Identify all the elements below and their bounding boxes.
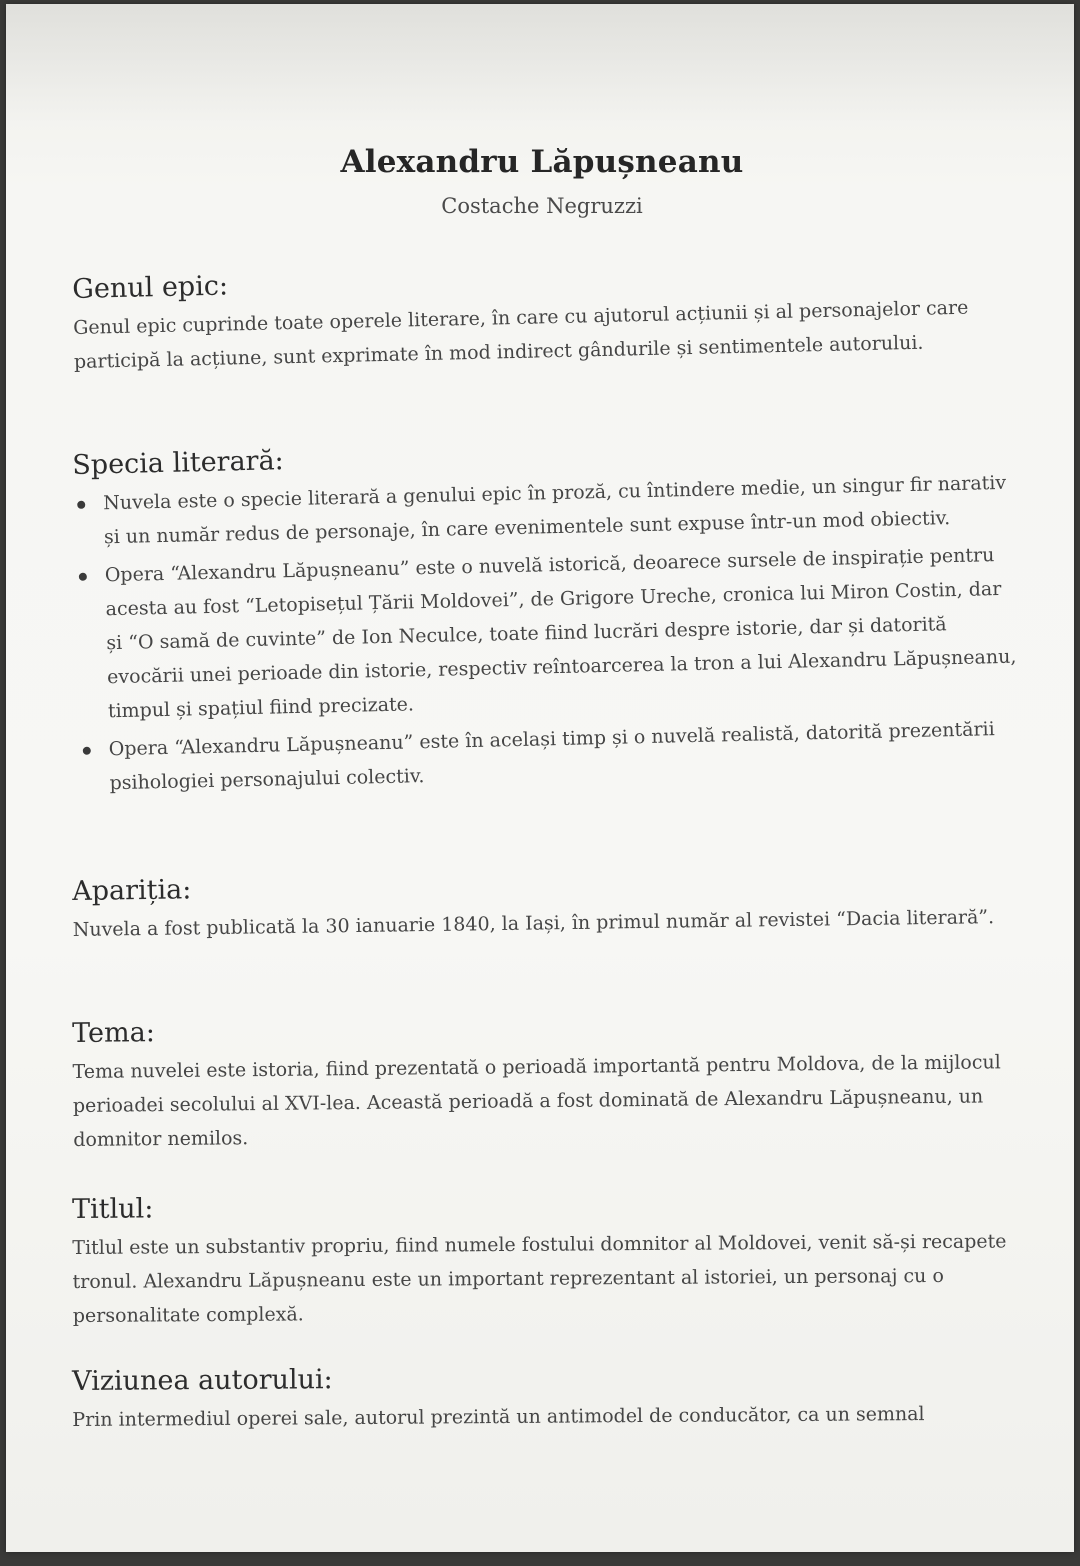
bullet-list — [73, 466, 1020, 801]
bullet-icon — [77, 501, 85, 509]
list-item-text: Opera “Alexandru Lăpușneanu” este o nuvelă istorică, deoarece sursele de inspirație pentru acesta au fost “Letopisețul Țării Moldovei”, de Grigore Ureche, cronica lui Miron Costin, dar și “O samă de cuvinte” de Ion Neculce, toate fiind lucrări despre istorie, dar și datorită evocării unei perioade din istorie, respectiv reîntoarcerea la tron a lui Alexandru Lăpușneanu, timpul și spațiul fiind precizate. — [104, 544, 1017, 723]
section-heading: Tema: — [72, 1017, 156, 1049]
section-text: Prin intermediul operei sale, autorul prezintă un antimodel de conducător, ca un semnal — [72, 1403, 925, 1431]
section-heading: Apariția: — [72, 874, 192, 907]
section-aparitia — [72, 863, 1013, 947]
section-titlul — [72, 1187, 1013, 1333]
document-title: Alexandru Lăpușneanu — [340, 144, 744, 180]
bullet-icon — [83, 747, 91, 755]
document-author: Costache Negruzzi — [441, 194, 643, 218]
list-item-text: Opera “Alexandru Lăpușneanu” este în același timp și o nuvelă realistă, datorită prezentării psihologiei personajului colectiv. — [108, 718, 995, 795]
list-item-text: Nuvela este o specie literară a genului epic în proză, cu întindere medie, un singur fir narativ și un număr redus de personaje, în care evenimentele sunt expuse într-un mod obiectiv. — [102, 471, 1007, 549]
paper-sheet — [6, 4, 1074, 1552]
section-text: Nuvela a fost publicată la 30 ianuarie 1840, la Iași, în primul număr al revistei “Dacia literară”. — [72, 906, 995, 941]
section-text: Tema nuvelei este istoria, fiind prezentată o perioadă importantă pentru Moldova, de la mijlocul perioadei secolului al XVI-lea. Această perioadă a fost dominată de Alexandru Lăpușneanu, un domnitor nemilos. — [72, 1051, 1001, 1151]
bullet-icon — [79, 573, 87, 581]
section-text: Titlul este un substantiv propriu, fiind numele fostului domnitor al Moldovei, venit să-și recapete tronul. Alexandru Lăpușneanu este un important reprezentant al istoriei, un personaj cu o personalitate complexă. — [72, 1230, 1007, 1327]
list-item — [74, 538, 1018, 729]
section-viziunea-autorului — [72, 1359, 1012, 1437]
page-shadow — [6, 4, 1074, 124]
section-heading: Specia literară: — [72, 445, 285, 481]
section-text: Genul epic cuprinde toate operele literare, în care cu ajutorul acțiunii și al personajelor care participă la acțiune, sunt exprimate în mod indirect gândurile și sentimentele autorului. — [72, 296, 969, 373]
section-heading: Titlul: — [72, 1193, 154, 1225]
section-heading: Genul epic: — [72, 270, 229, 305]
section-specia-literara — [72, 429, 1020, 805]
section-tema — [72, 1008, 1013, 1157]
section-genul-epic — [72, 253, 1014, 379]
section-heading: Viziunea autorului: — [72, 1364, 333, 1397]
